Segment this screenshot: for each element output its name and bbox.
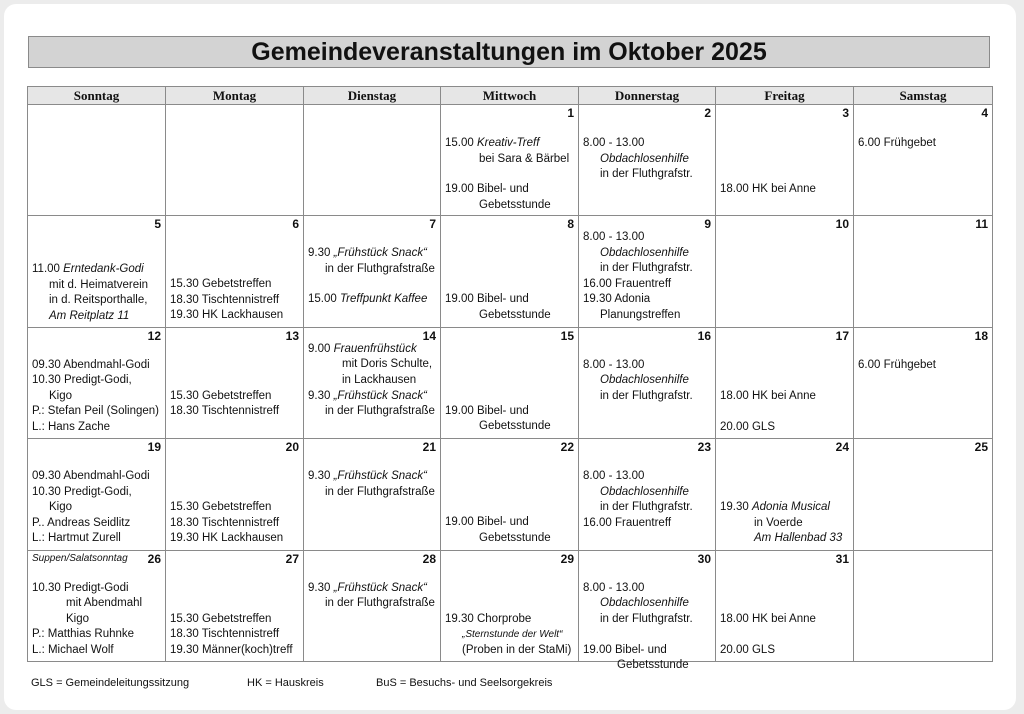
event: [720, 500, 851, 547]
event-line: P.: Matthias Ruhnke: [32, 628, 135, 641]
event-line: 18.00 HK bei Anne: [720, 183, 816, 195]
event: [308, 389, 438, 420]
event-time: 9.30: [308, 470, 331, 483]
day-number: 20: [285, 440, 299, 455]
event-title: Adonia Musical: [751, 501, 830, 514]
day-cell: [579, 105, 716, 216]
event-line: 19.30 Adonia: [583, 293, 651, 306]
event-line: 19.30 HK Lackhausen: [170, 309, 284, 322]
event-line: in der Fluthgrafstraße: [325, 405, 435, 418]
event-line: 10.30 Predigt-Godi: [32, 581, 129, 594]
day-cell: [716, 439, 854, 550]
event-time: 15.00: [445, 137, 474, 149]
day-cell-empty: [166, 105, 304, 216]
weekday-header-row: [28, 87, 993, 105]
day-cell: [304, 327, 441, 438]
event-line: Obdachlosenhilfe: [600, 246, 689, 259]
event: [858, 136, 990, 152]
calendar-week: [28, 550, 993, 661]
day-cell: [28, 550, 166, 661]
event-line: Gebetsstunde: [479, 198, 551, 211]
event: [583, 469, 713, 531]
event-line: in der Fluthgrafstr.: [600, 168, 693, 180]
day-number: 16: [697, 328, 711, 343]
event-title: „Frühstück Snack“: [333, 581, 427, 594]
event-line: 19.00 Bibel- und: [445, 516, 529, 529]
day-cell: [304, 550, 441, 661]
event-line: 20.00 GLS: [720, 420, 775, 433]
day-cell: [304, 216, 441, 327]
event-line: 16.00 Frauentreff: [583, 277, 672, 290]
day-cell: [28, 216, 166, 327]
event-title: „Frühstück Snack“: [333, 247, 427, 260]
day-number: 29: [560, 551, 574, 566]
event-line: mit Doris Schulte,: [342, 358, 433, 371]
event-line: Am Reitplatz 11: [49, 309, 130, 322]
event-line: 8.00 - 13.00: [583, 581, 645, 594]
event-line: 09.30 Abendmahl-Godi: [32, 470, 150, 483]
event-line: 19.30 Männer(koch)treff: [170, 643, 293, 656]
event: [445, 136, 576, 167]
event-time: 9.30: [308, 389, 331, 402]
event: [720, 612, 851, 628]
event-title: Treffpunkt Kaffee: [339, 293, 428, 306]
event: [583, 581, 713, 628]
day-cell: [716, 216, 854, 327]
day-number: 24: [835, 440, 849, 455]
event: [858, 358, 990, 374]
weekday-header: Freitag: [716, 87, 854, 105]
event: [32, 469, 163, 547]
event-title: „Frühstück Snack“: [333, 389, 427, 402]
event-title: Frauenfrühstück: [333, 342, 417, 355]
event-line: in Voerde: [754, 516, 803, 529]
day-cell: [441, 550, 579, 661]
event: [720, 182, 851, 198]
event: [720, 389, 851, 405]
day-cell-empty: [304, 105, 441, 216]
event: [720, 643, 851, 659]
event-line: Am Hallenbad 33: [754, 532, 843, 545]
event-line: 8.00 - 13.00: [583, 137, 645, 149]
event-line: 18.30 Tischtennistreff: [170, 516, 280, 529]
event: [720, 420, 851, 436]
event-line: 8.00 - 13.00: [583, 358, 645, 371]
event-line: 15.30 Gebetstreffen: [170, 612, 272, 625]
event: [445, 292, 576, 323]
event-line: 19.00 Bibel- und: [445, 404, 529, 417]
event-line: 18.30 Tischtennistreff: [170, 405, 280, 418]
event: [445, 182, 576, 213]
day-cell-empty: [28, 105, 166, 216]
day-number: 25: [974, 440, 988, 455]
legend-hk: HK = Hauskreis: [247, 677, 324, 689]
event: [445, 404, 576, 435]
day-number: 17: [835, 328, 849, 343]
day-number: 27: [285, 551, 299, 566]
day-number: 5: [154, 217, 161, 232]
event: [308, 342, 438, 389]
event: [308, 292, 438, 308]
day-cell: [166, 216, 304, 327]
day-cell: [579, 216, 716, 327]
day-number: 31: [835, 551, 849, 566]
weekday-header: Sonntag: [28, 87, 166, 105]
event-line: Planungstreffen: [600, 308, 681, 321]
event: [308, 246, 438, 277]
weekday-header: Montag: [166, 87, 304, 105]
day-cell: [716, 327, 854, 438]
day-number: 28: [422, 551, 436, 566]
event: [170, 500, 301, 547]
page-title: Gemeindeveranstaltungen im Oktober 2025: [28, 36, 990, 68]
day-number: 14: [422, 328, 436, 343]
event-line: 15.30 Gebetstreffen: [170, 501, 272, 514]
day-number: 11: [975, 217, 988, 232]
event-line: 16.00 Frauentreff: [583, 516, 672, 529]
day-label: Suppen/Salatsonntag: [32, 552, 128, 564]
day-cell: [716, 550, 854, 661]
event-line: in der Fluthgrafstr.: [600, 262, 693, 275]
event-line: 6.00 Frühgebet: [858, 358, 937, 371]
day-cell: [166, 550, 304, 661]
event: [32, 581, 163, 659]
day-number: 10: [835, 217, 849, 232]
day-number: 22: [560, 440, 574, 455]
event: [445, 612, 576, 659]
event-line: in der Fluthgrafstraße: [325, 262, 435, 275]
event-line: 15.30 Gebetstreffen: [170, 278, 272, 291]
event-line: Gebetsstunde: [617, 659, 689, 672]
event-line: Gebetsstunde: [479, 531, 551, 544]
event: [583, 643, 713, 674]
event: [170, 277, 301, 324]
event-line: (Proben in der StaMi): [462, 643, 572, 656]
event-line: 10.30 Predigt-Godi,: [32, 485, 132, 498]
day-cell: [441, 439, 579, 550]
weekday-header: Samstag: [854, 87, 993, 105]
event-line: Gebetsstunde: [479, 420, 551, 433]
event-line: 18.30 Tischtennistreff: [170, 293, 280, 306]
day-number: 8: [567, 217, 574, 232]
calendar-week: [28, 216, 993, 327]
event-line: 19.00 Bibel- und: [583, 643, 667, 656]
event-line: P.. Andreas Seidlitz: [32, 516, 131, 529]
day-number: 18: [974, 328, 988, 343]
event-line: „Sternstunde der Welt“: [462, 629, 563, 641]
day-cell: [28, 327, 166, 438]
event-line: 15.30 Gebetstreffen: [170, 389, 272, 402]
event: [308, 469, 438, 500]
event-line: 19.00 Bibel- und: [445, 293, 529, 306]
event-line: 19.00 Bibel- und: [445, 183, 529, 195]
event-line: Obdachlosenhilfe: [600, 374, 689, 387]
day-number: 9: [704, 217, 711, 232]
day-cell: [579, 550, 716, 672]
event-line: Gebetsstunde: [479, 308, 551, 321]
day-cell: [441, 327, 579, 438]
event: [445, 515, 576, 546]
day-number: 7: [429, 217, 436, 232]
event-line: L.: Michael Wolf: [32, 643, 114, 656]
event-line: Kigo: [49, 501, 73, 514]
event-time: 9.30: [308, 581, 331, 594]
event-detail: bei Sara & Bärbel: [479, 152, 570, 165]
calendar-week: [28, 439, 993, 550]
day-number: 12: [147, 328, 161, 343]
day-number: 21: [422, 440, 436, 455]
event-title: Kreativ-Treff: [476, 137, 540, 149]
day-cell: [166, 439, 304, 550]
event: [583, 230, 713, 323]
event-line: L.: Hartmut Zurell: [32, 532, 121, 545]
event-line: Kigo: [49, 389, 73, 402]
day-cell: [579, 439, 716, 550]
event-title: „Frühstück Snack“: [333, 470, 427, 483]
day-number: 3: [842, 106, 849, 120]
day-cell: [854, 439, 993, 550]
day-cell: [579, 327, 716, 438]
calendar-week: [28, 105, 993, 216]
day-number: 1: [567, 106, 574, 120]
day-cell: [854, 327, 993, 438]
event-line: mit d. Heimatverein: [49, 278, 149, 291]
event: [32, 358, 163, 436]
event: [583, 136, 713, 183]
day-number: 19: [147, 440, 161, 455]
day-cell: [441, 216, 579, 327]
calendar-table: [27, 86, 993, 672]
event-line: Kigo: [66, 612, 90, 625]
day-number: 2: [704, 106, 711, 120]
event-time: 9.30: [308, 247, 331, 260]
event-line: Obdachlosenhilfe: [600, 152, 689, 165]
day-cell: [854, 105, 993, 216]
event-title: Erntedank-Godi: [63, 263, 144, 276]
event: [583, 358, 713, 405]
event-line: 8.00 - 13.00: [583, 231, 645, 244]
event-line: 18.30 Tischtennistreff: [170, 628, 280, 641]
event-line: Obdachlosenhilfe: [600, 485, 689, 498]
event-line: in der Fluthgrafstraße: [325, 485, 435, 498]
day-cell: [716, 105, 854, 216]
day-number: 6: [292, 217, 299, 232]
day-cell: [166, 327, 304, 438]
legend-gls: GLS = Gemeindeleitungssitzung: [31, 677, 190, 689]
event: [32, 262, 163, 324]
event-time: 11.00: [32, 263, 60, 276]
event-line: 6.00 Frühgebet: [858, 137, 937, 149]
event-time: 19.30: [720, 501, 749, 514]
event-line: 20.00 GLS: [720, 643, 775, 656]
event: [170, 612, 301, 659]
day-number: 13: [285, 328, 299, 343]
event-line: L.: Hans Zache: [32, 420, 110, 433]
event-line: in der Fluthgrafstr.: [600, 389, 693, 402]
day-cell: [854, 216, 993, 327]
event-line: in der Fluthgrafstr.: [600, 612, 693, 625]
event: [170, 389, 301, 420]
event-line: Obdachlosenhilfe: [600, 597, 689, 610]
day-cell-empty: [854, 550, 993, 661]
event-line: in Lackhausen: [342, 373, 417, 386]
event: [308, 581, 438, 612]
day-cell: [304, 439, 441, 550]
weekday-header: Donnerstag: [579, 87, 716, 105]
event-line: in d. Reitsporthalle,: [49, 294, 148, 307]
day-number: 4: [981, 106, 988, 120]
event-line: in der Fluthgrafstr.: [600, 501, 693, 514]
day-number: 23: [697, 440, 711, 455]
event-line: 18.00 HK bei Anne: [720, 612, 816, 625]
day-number: 26: [147, 551, 161, 566]
day-cell: [441, 105, 579, 216]
event-line: in der Fluthgrafstraße: [325, 597, 435, 610]
weekday-header: Mittwoch: [441, 87, 579, 105]
calendar-week: [28, 327, 993, 438]
event-line: 09.30 Abendmahl-Godi: [32, 358, 150, 371]
event-line: 18.00 HK bei Anne: [720, 389, 816, 402]
day-number: 30: [697, 551, 711, 566]
event-line: 19.30 Chorprobe: [445, 612, 532, 625]
event-line: mit Abendmahl: [66, 597, 143, 610]
weekday-header: Dienstag: [304, 87, 441, 105]
event-line: P.: Stefan Peil (Solingen): [32, 405, 160, 418]
day-number: 15: [560, 328, 574, 343]
event-line: 10.30 Predigt-Godi,: [32, 374, 132, 387]
legend-bus: BuS = Besuchs- und Seelsorgekreis: [376, 677, 553, 689]
event-line: 19.30 HK Lackhausen: [170, 532, 284, 545]
event-time: 9.00: [308, 342, 331, 355]
event-line: 8.00 - 13.00: [583, 470, 645, 483]
day-cell: [28, 439, 166, 550]
event-time: 15.00: [308, 293, 337, 306]
